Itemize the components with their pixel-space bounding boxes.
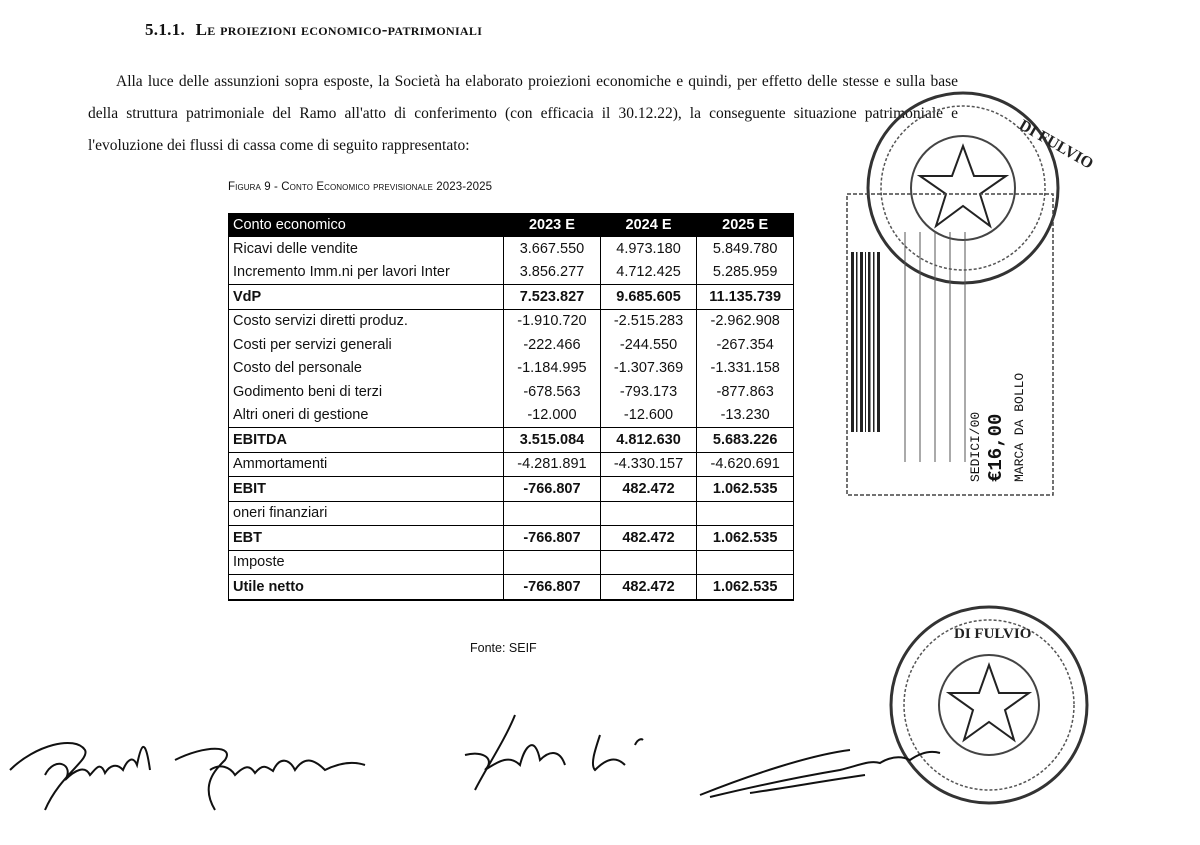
row-value-2025: 5.285.959 <box>697 261 794 285</box>
row-label: Costo del personale <box>229 357 504 381</box>
row-value-2024: 4.973.180 <box>600 237 697 261</box>
table-row <box>229 404 794 428</box>
row-value-2025: 5.683.226 <box>697 428 794 453</box>
row-value-2023: -12.000 <box>504 404 601 428</box>
row-value-2025: 1.062.535 <box>697 477 794 502</box>
signature-2 <box>425 710 675 810</box>
row-value-2023: 7.523.827 <box>504 285 601 310</box>
row-label: EBITDA <box>229 428 504 453</box>
body-paragraph: Alla luce delle assunzioni sopra esposte, la Società ha elaborato proiezioni economiche e quindi, per effetto delle stesse e sulla base della struttura patrimoniale del Ramo all'atto di conferimento (con efficacia il 30.12.22), la conseguente situazione patrimoniale e l'evoluzione dei flussi di cassa come di seguito rappresentato: <box>88 73 958 154</box>
revenue-stamp-label: SEDICI/00 <box>968 411 983 482</box>
row-value-2024: -2.515.283 <box>600 309 697 333</box>
signature-3 <box>690 725 950 810</box>
table-row <box>229 309 794 333</box>
row-value-2024: 9.685.605 <box>600 285 697 310</box>
revenue-stamp-title: MARCA DA BOLLO <box>1012 372 1027 482</box>
row-value-2025: -267.354 <box>697 333 794 357</box>
row-value-2025: 11.135.739 <box>697 285 794 310</box>
table-row <box>229 357 794 381</box>
section-number: 5.1.1. <box>145 20 186 39</box>
signature-1 <box>5 715 405 825</box>
seal-top-text: DI FULVIO <box>1016 116 1096 173</box>
row-label: Altri oneri di gestione <box>229 404 504 428</box>
table-row <box>229 380 794 404</box>
table-row <box>229 333 794 357</box>
table-row <box>229 526 794 551</box>
row-value-2023: 3.667.550 <box>504 237 601 261</box>
table-row <box>229 452 794 477</box>
row-label: Costo servizi diretti produz. <box>229 309 504 333</box>
income-statement-table <box>228 213 794 601</box>
row-value-2023: -4.281.891 <box>504 452 601 477</box>
row-value-2024: -793.173 <box>600 380 697 404</box>
row-value-2024: -12.600 <box>600 404 697 428</box>
row-value-2024: 482.472 <box>600 526 697 551</box>
row-value-2025 <box>697 550 794 575</box>
table-row <box>229 550 794 575</box>
row-label: Ricavi delle vendite <box>229 237 504 261</box>
row-value-2024: -1.307.369 <box>600 357 697 381</box>
table-row <box>229 501 794 526</box>
row-value-2024 <box>600 550 697 575</box>
row-label: EBT <box>229 526 504 551</box>
column-header-label: Conto economico <box>229 214 504 237</box>
row-value-2023: -1.184.995 <box>504 357 601 381</box>
row-value-2024: 4.812.630 <box>600 428 697 453</box>
row-value-2023: -766.807 <box>504 575 601 600</box>
row-value-2023: 3.515.084 <box>504 428 601 453</box>
revenue-stamp-amount: €16,00 <box>985 413 1007 482</box>
section-title: Le proiezioni economico-patrimoniali <box>195 20 483 39</box>
table-row <box>229 237 794 261</box>
row-label: Imposte <box>229 550 504 575</box>
revenue-stamp <box>845 192 1055 497</box>
table-row <box>229 575 794 600</box>
row-value-2023 <box>504 501 601 526</box>
figure-caption: Figura 9 - Conto Economico previsionale 2023-2025 <box>228 181 493 193</box>
row-value-2024: 482.472 <box>600 575 697 600</box>
row-label: Ammortamenti <box>229 452 504 477</box>
row-value-2023: -766.807 <box>504 526 601 551</box>
row-value-2025: -877.863 <box>697 380 794 404</box>
row-value-2023: -766.807 <box>504 477 601 502</box>
table-row <box>229 285 794 310</box>
table-row <box>229 477 794 502</box>
table-row <box>229 261 794 285</box>
section-heading <box>145 20 482 40</box>
row-value-2024: 4.712.425 <box>600 261 697 285</box>
row-value-2023: 3.856.277 <box>504 261 601 285</box>
row-value-2025: 1.062.535 <box>697 575 794 600</box>
row-label: EBIT <box>229 477 504 502</box>
row-value-2025: -2.962.908 <box>697 309 794 333</box>
column-header-2023: 2023 E <box>504 214 601 237</box>
source-note: Fonte: SEIF <box>470 641 537 655</box>
row-value-2023: -1.910.720 <box>504 309 601 333</box>
column-header-2025: 2025 E <box>697 214 794 237</box>
table-header-row <box>229 214 794 237</box>
row-label: Godimento beni di terzi <box>229 380 504 404</box>
row-label: Costi per servizi generali <box>229 333 504 357</box>
row-value-2025: -4.620.691 <box>697 452 794 477</box>
row-value-2024: -244.550 <box>600 333 697 357</box>
row-label: oneri finanziari <box>229 501 504 526</box>
row-value-2024: -4.330.157 <box>600 452 697 477</box>
seal-bottom-text: DI FULVIO <box>954 626 1032 642</box>
row-label: Utile netto <box>229 575 504 600</box>
row-value-2023: -222.466 <box>504 333 601 357</box>
row-value-2025: 5.849.780 <box>697 237 794 261</box>
row-value-2023 <box>504 550 601 575</box>
row-value-2023: -678.563 <box>504 380 601 404</box>
row-value-2025: 1.062.535 <box>697 526 794 551</box>
table-row <box>229 428 794 453</box>
row-label: VdP <box>229 285 504 310</box>
row-value-2025: -13.230 <box>697 404 794 428</box>
column-header-2024: 2024 E <box>600 214 697 237</box>
row-value-2024: 482.472 <box>600 477 697 502</box>
row-label: Incremento Imm.ni per lavori Inter <box>229 261 504 285</box>
row-value-2025: -1.331.158 <box>697 357 794 381</box>
row-value-2024 <box>600 501 697 526</box>
row-value-2025 <box>697 501 794 526</box>
